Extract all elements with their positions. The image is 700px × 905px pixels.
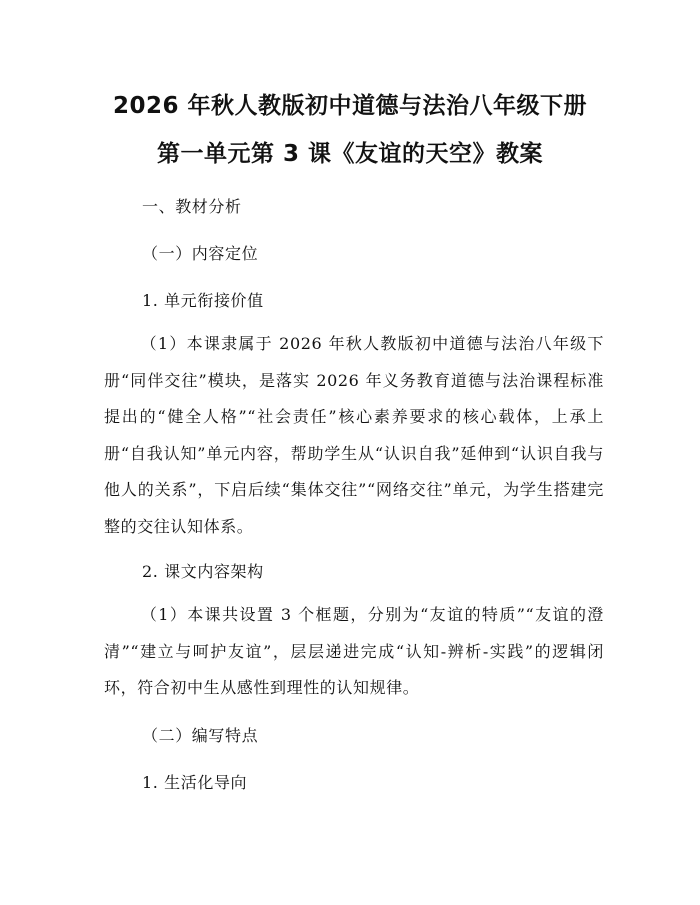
- subsection-heading-content-positioning: （一）内容定位: [142, 244, 259, 263]
- document-title-line-1: 2026 年秋人教版初中道德与法治八年级下册: [112, 93, 588, 119]
- paragraph-text-structure-text: （1）本课共设置 3 个框题，分别为“友谊的特质”“友谊的澄清”“建立与呵护友谊”，层层递进完成“认知-辨析-实践”的逻辑闭环，符合初中生从感性到理性的认知规律。: [104, 605, 604, 697]
- paragraph-text-structure: [104, 597, 604, 707]
- item-heading-text-structure: 2. 课文内容架构: [142, 562, 264, 581]
- subsection-heading-writing-features: （二）编写特点: [142, 726, 259, 745]
- document-title-line-2: 第一单元第 3 课《友谊的天空》教案: [156, 141, 544, 167]
- paragraph-unit-connection-text: （1）本课隶属于 2026 年秋人教版初中道德与法治八年级下册“同伴交往”模块，是落实 2026 年义务教育道德与法治课程标准提出的“健全人格”“社会责任”核心素养要求的核心载体，上承上册“自我认知”单元内容，帮助学生从“认识自我”延伸到“认识自我与他人的关系”，下启后续“集体交往”“网络交往”单元，为学生搭建完整的交往认知体系。: [104, 334, 604, 536]
- item-heading-unit-connection: 1. 单元衔接价值: [142, 291, 264, 310]
- paragraph-unit-connection: [104, 326, 604, 545]
- item-heading-life-orientation: 1. 生活化导向: [142, 773, 248, 792]
- section-heading-textbook-analysis: 一、教材分析: [142, 197, 242, 216]
